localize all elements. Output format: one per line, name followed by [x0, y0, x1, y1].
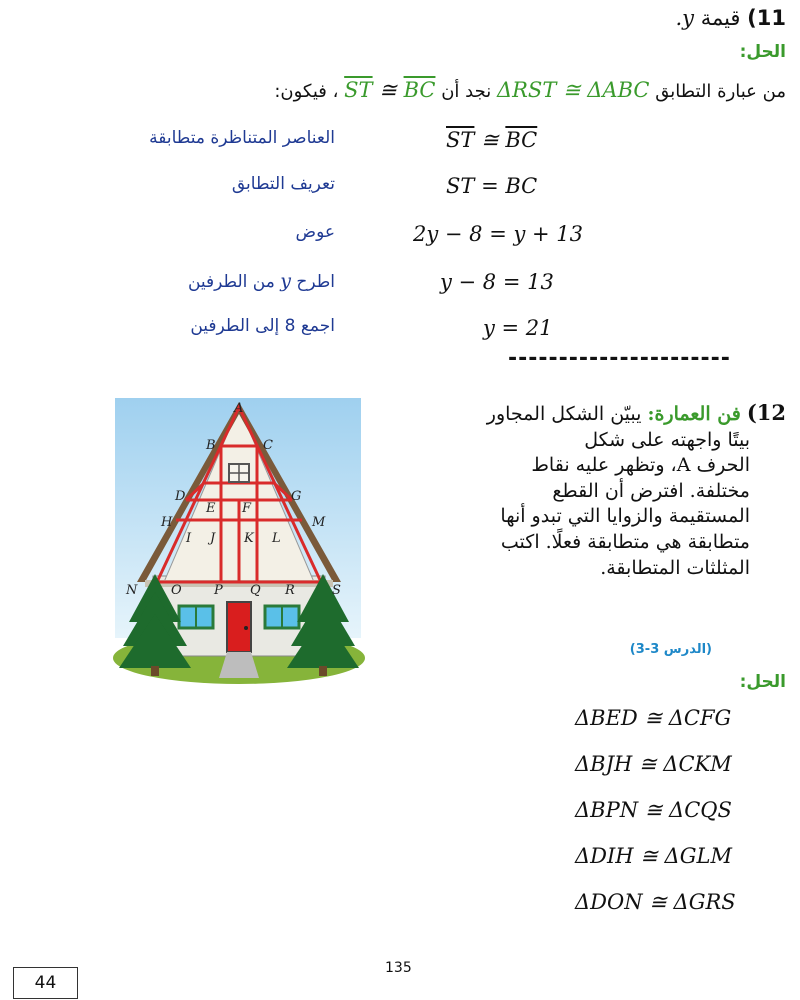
- label-o: O: [171, 583, 182, 598]
- step-expr: [446, 128, 537, 152]
- page-number: 135: [385, 960, 412, 976]
- q11-solution-label: الحل:: [739, 42, 786, 62]
- step-row: [0, 174, 800, 210]
- step-row: [0, 222, 800, 258]
- label-l: L: [272, 531, 281, 546]
- label-m: M: [312, 515, 326, 530]
- step-right-seg: $\overline{BC}$: [505, 128, 538, 152]
- label-i: I: [186, 531, 192, 546]
- answer-item: ΔDIH ≅ ΔGLM: [575, 844, 732, 868]
- label-p: P: [214, 583, 223, 598]
- step-expr: 2y − 8 = y + 13: [413, 222, 584, 246]
- q12-number: 12): [746, 400, 786, 425]
- label-g: G: [291, 489, 302, 504]
- q11-number: 11): [747, 6, 786, 30]
- label-s: S: [332, 583, 341, 598]
- house-figure: [113, 396, 365, 686]
- intro-prefix: من عبارة التطابق: [655, 81, 786, 102]
- reason-a: اطرح: [296, 272, 335, 292]
- answer-item: ΔBED ≅ ΔCFG: [575, 706, 732, 730]
- q12-line: المثلثات المتطابقة.: [600, 556, 750, 579]
- answer-item: ΔDON ≅ ΔGRS: [575, 890, 736, 914]
- step-expr: y = 21: [483, 316, 553, 340]
- q11-var: y: [682, 6, 694, 30]
- intro-suffix: ، فيكون:: [274, 81, 339, 102]
- answer-item: ΔBJH ≅ ΔCKM: [575, 752, 732, 776]
- q11-heading: [675, 6, 786, 36]
- intro-seg1: $\overline{ST}$: [344, 78, 373, 102]
- step-row: [0, 270, 800, 306]
- reason-b: من الطرفين: [187, 272, 275, 292]
- step-op: ≅: [474, 128, 506, 152]
- lesson-ref: (الدرس 3-3): [629, 642, 712, 657]
- step-reason: العناصر المتناظرة متطابقة: [149, 128, 335, 148]
- label-q: Q: [250, 583, 261, 598]
- q12-line: مختلفة. افترض أن القطع: [552, 479, 750, 502]
- label-k: K: [244, 531, 254, 546]
- label-r: R: [285, 583, 295, 598]
- step-row: [0, 128, 800, 164]
- q11-title: قيمة: [700, 6, 741, 30]
- q11-intro: [274, 78, 786, 102]
- label-n: N: [126, 583, 138, 598]
- step-reason: عوض: [295, 222, 335, 242]
- q12-solution-label: الحل:: [739, 672, 786, 692]
- q12-text-0: يبيّن الشكل المجاور: [486, 403, 642, 425]
- label-d: D: [175, 489, 186, 504]
- step-expr: ST = BC: [446, 174, 538, 198]
- label-f: F: [242, 501, 252, 516]
- q12-line: متطابقة هي متطابقة فعلًا. اكتب: [500, 530, 750, 553]
- step-expr: y − 8 = 13: [440, 270, 554, 294]
- step-reason: تعريف التطابق: [231, 174, 335, 194]
- label-e: E: [206, 501, 216, 516]
- intro-congruence: ΔRST ≅ ΔABC: [496, 78, 650, 102]
- q12-line: [381, 400, 786, 428]
- label-c: C: [263, 438, 273, 453]
- label-h: H: [161, 515, 173, 530]
- label-b: B: [206, 438, 216, 453]
- step-left-seg: $\overline{ST}$: [446, 128, 475, 152]
- intro-seg2: $\overline{BC}$: [403, 78, 436, 102]
- q12-heading: فن العمارة:: [647, 403, 741, 425]
- step-reason: اجمع 8 إلى الطرفين: [190, 316, 335, 336]
- label-j: J: [210, 531, 216, 546]
- door-knob: [244, 626, 248, 630]
- q11-dot: .: [675, 6, 683, 30]
- label-a: A: [234, 401, 244, 416]
- intro-cong: ≅: [379, 78, 397, 102]
- intro-segments: [344, 78, 435, 102]
- reason-var: y: [280, 270, 291, 292]
- q12-line: بيتًا واجهته على شكل: [584, 428, 750, 451]
- q12-text: [381, 400, 786, 581]
- page-box-number: 44: [13, 967, 78, 999]
- step-reason: [188, 270, 335, 292]
- intro-middle: نجد أن: [441, 81, 492, 102]
- q12-line: المستقيمة والزوايا التي تبدو أنها: [500, 505, 750, 528]
- answer-item: ΔBPN ≅ ΔCQS: [575, 798, 732, 822]
- divider: ----------------------: [508, 346, 731, 371]
- q12-line: الحرف A، وتظهر عليه نقاط: [531, 454, 750, 477]
